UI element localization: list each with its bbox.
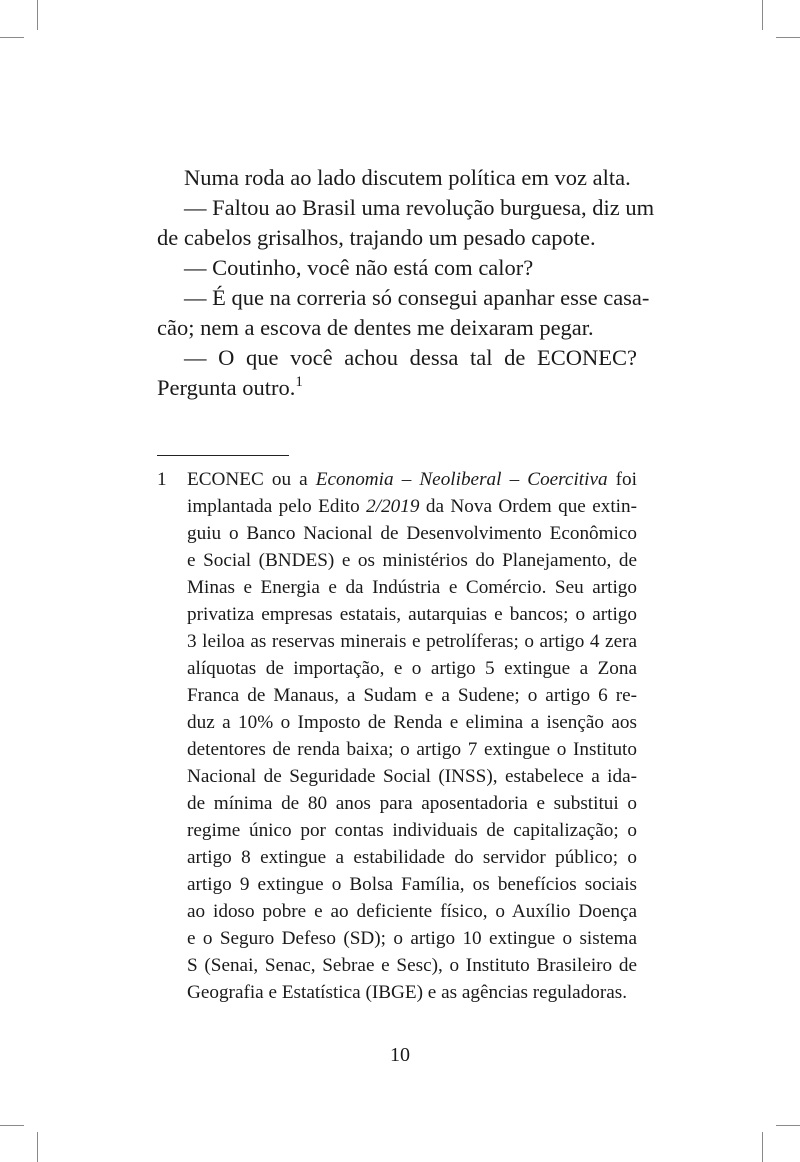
- footnote-line: artigo 9 extingue o Bolsa Família, os benefícios sociais: [187, 874, 637, 895]
- crop-mark: [0, 1125, 24, 1126]
- footnote-italic: Economia – Neoliberal – Coercitiva: [315, 469, 608, 490]
- crop-mark: [762, 1132, 763, 1162]
- footnote-line: privatiza empresas estatais, autarquias e bancos; o artigo: [187, 604, 637, 625]
- footnote-number: 1: [157, 469, 167, 490]
- footnote-line: [187, 493, 637, 520]
- paragraph-line: — É que na correria só consegui apanhar esse casa-: [184, 285, 650, 310]
- footnote-text: implantada pelo Edito: [187, 496, 367, 517]
- crop-mark: [776, 37, 800, 38]
- footnote-line: duz a 10% o Imposto de Renda e elimina a isenção aos: [187, 712, 637, 733]
- footnote-line: Minas e Energia e da Indústria e Comércio. Seu artigo: [187, 577, 637, 598]
- footnote-line: regime único por contas individuais de capitalização; o: [187, 820, 637, 841]
- footnote-line: de mínima de 80 anos para aposentadoria e substitui o: [187, 793, 637, 814]
- crop-mark: [0, 37, 24, 38]
- footnote-text: ECONEC ou a: [187, 469, 316, 490]
- paragraph-line: cão; nem a escova de dentes me deixaram pegar.: [157, 315, 594, 340]
- footnote-line: guiu o Banco Nacional de Desenvolvimento Econômico: [187, 523, 637, 544]
- footnote-text: da Nova Ordem que extin-: [419, 496, 637, 517]
- footnote-divider: [157, 455, 289, 456]
- footnote-marker[interactable]: 1: [295, 374, 303, 390]
- footnote-line: alíquotas de importação, e o artigo 5 extingue a Zona: [187, 658, 637, 679]
- crop-mark: [776, 1125, 800, 1126]
- paragraph-line: [157, 373, 637, 403]
- footnote-line: Geografia e Estatística (IBGE) e as agências reguladoras.: [187, 982, 628, 1003]
- footnote-line: [187, 466, 637, 493]
- footnote-line: detentores de renda baixa; o artigo 7 extingue o Instituto: [187, 739, 637, 760]
- paragraph-line: Numa roda ao lado discutem política em voz alta.: [184, 165, 631, 190]
- paragraph-text: Pergunta outro.: [157, 375, 296, 400]
- footnote-italic: 2/2019: [366, 496, 420, 517]
- paragraph-line: — O que você achou dessa tal de ECONEC?: [184, 345, 637, 370]
- page-number: 10: [390, 1044, 410, 1066]
- footnote-line: S (Senai, Senac, Sebrae e Sesc), o Instituto Brasileiro de: [187, 955, 637, 976]
- paragraph-line: — Coutinho, você não está com calor?: [184, 255, 534, 280]
- crop-mark: [37, 1132, 38, 1162]
- footnote-line: artigo 8 extingue a estabilidade do servidor público; o: [187, 847, 637, 868]
- footnote-text: foi: [607, 469, 637, 490]
- footnote-line: Nacional de Seguridade Social (INSS), estabelece a ida-: [187, 766, 637, 787]
- paragraph-line: de cabelos grisalhos, trajando um pesado capote.: [157, 225, 596, 250]
- footnote-line: 3 leiloa as reservas minerais e petrolíferas; o artigo 4 zera: [187, 631, 637, 652]
- paragraph-line: — Faltou ao Brasil uma revolução burguesa, diz um: [184, 195, 655, 220]
- footnote-line: Franca de Manaus, a Sudam e a Sudene; o artigo 6 re-: [187, 685, 637, 706]
- footnote-line: e Social (BNDES) e os ministérios do Planejamento, de: [187, 550, 637, 571]
- footnote-line: ao idoso pobre e ao deficiente físico, o Auxílio Doença: [187, 901, 637, 922]
- crop-mark: [37, 0, 38, 30]
- footnote-line: e o Seguro Defeso (SD); o artigo 10 extingue o sistema: [187, 928, 637, 949]
- crop-mark: [762, 0, 763, 30]
